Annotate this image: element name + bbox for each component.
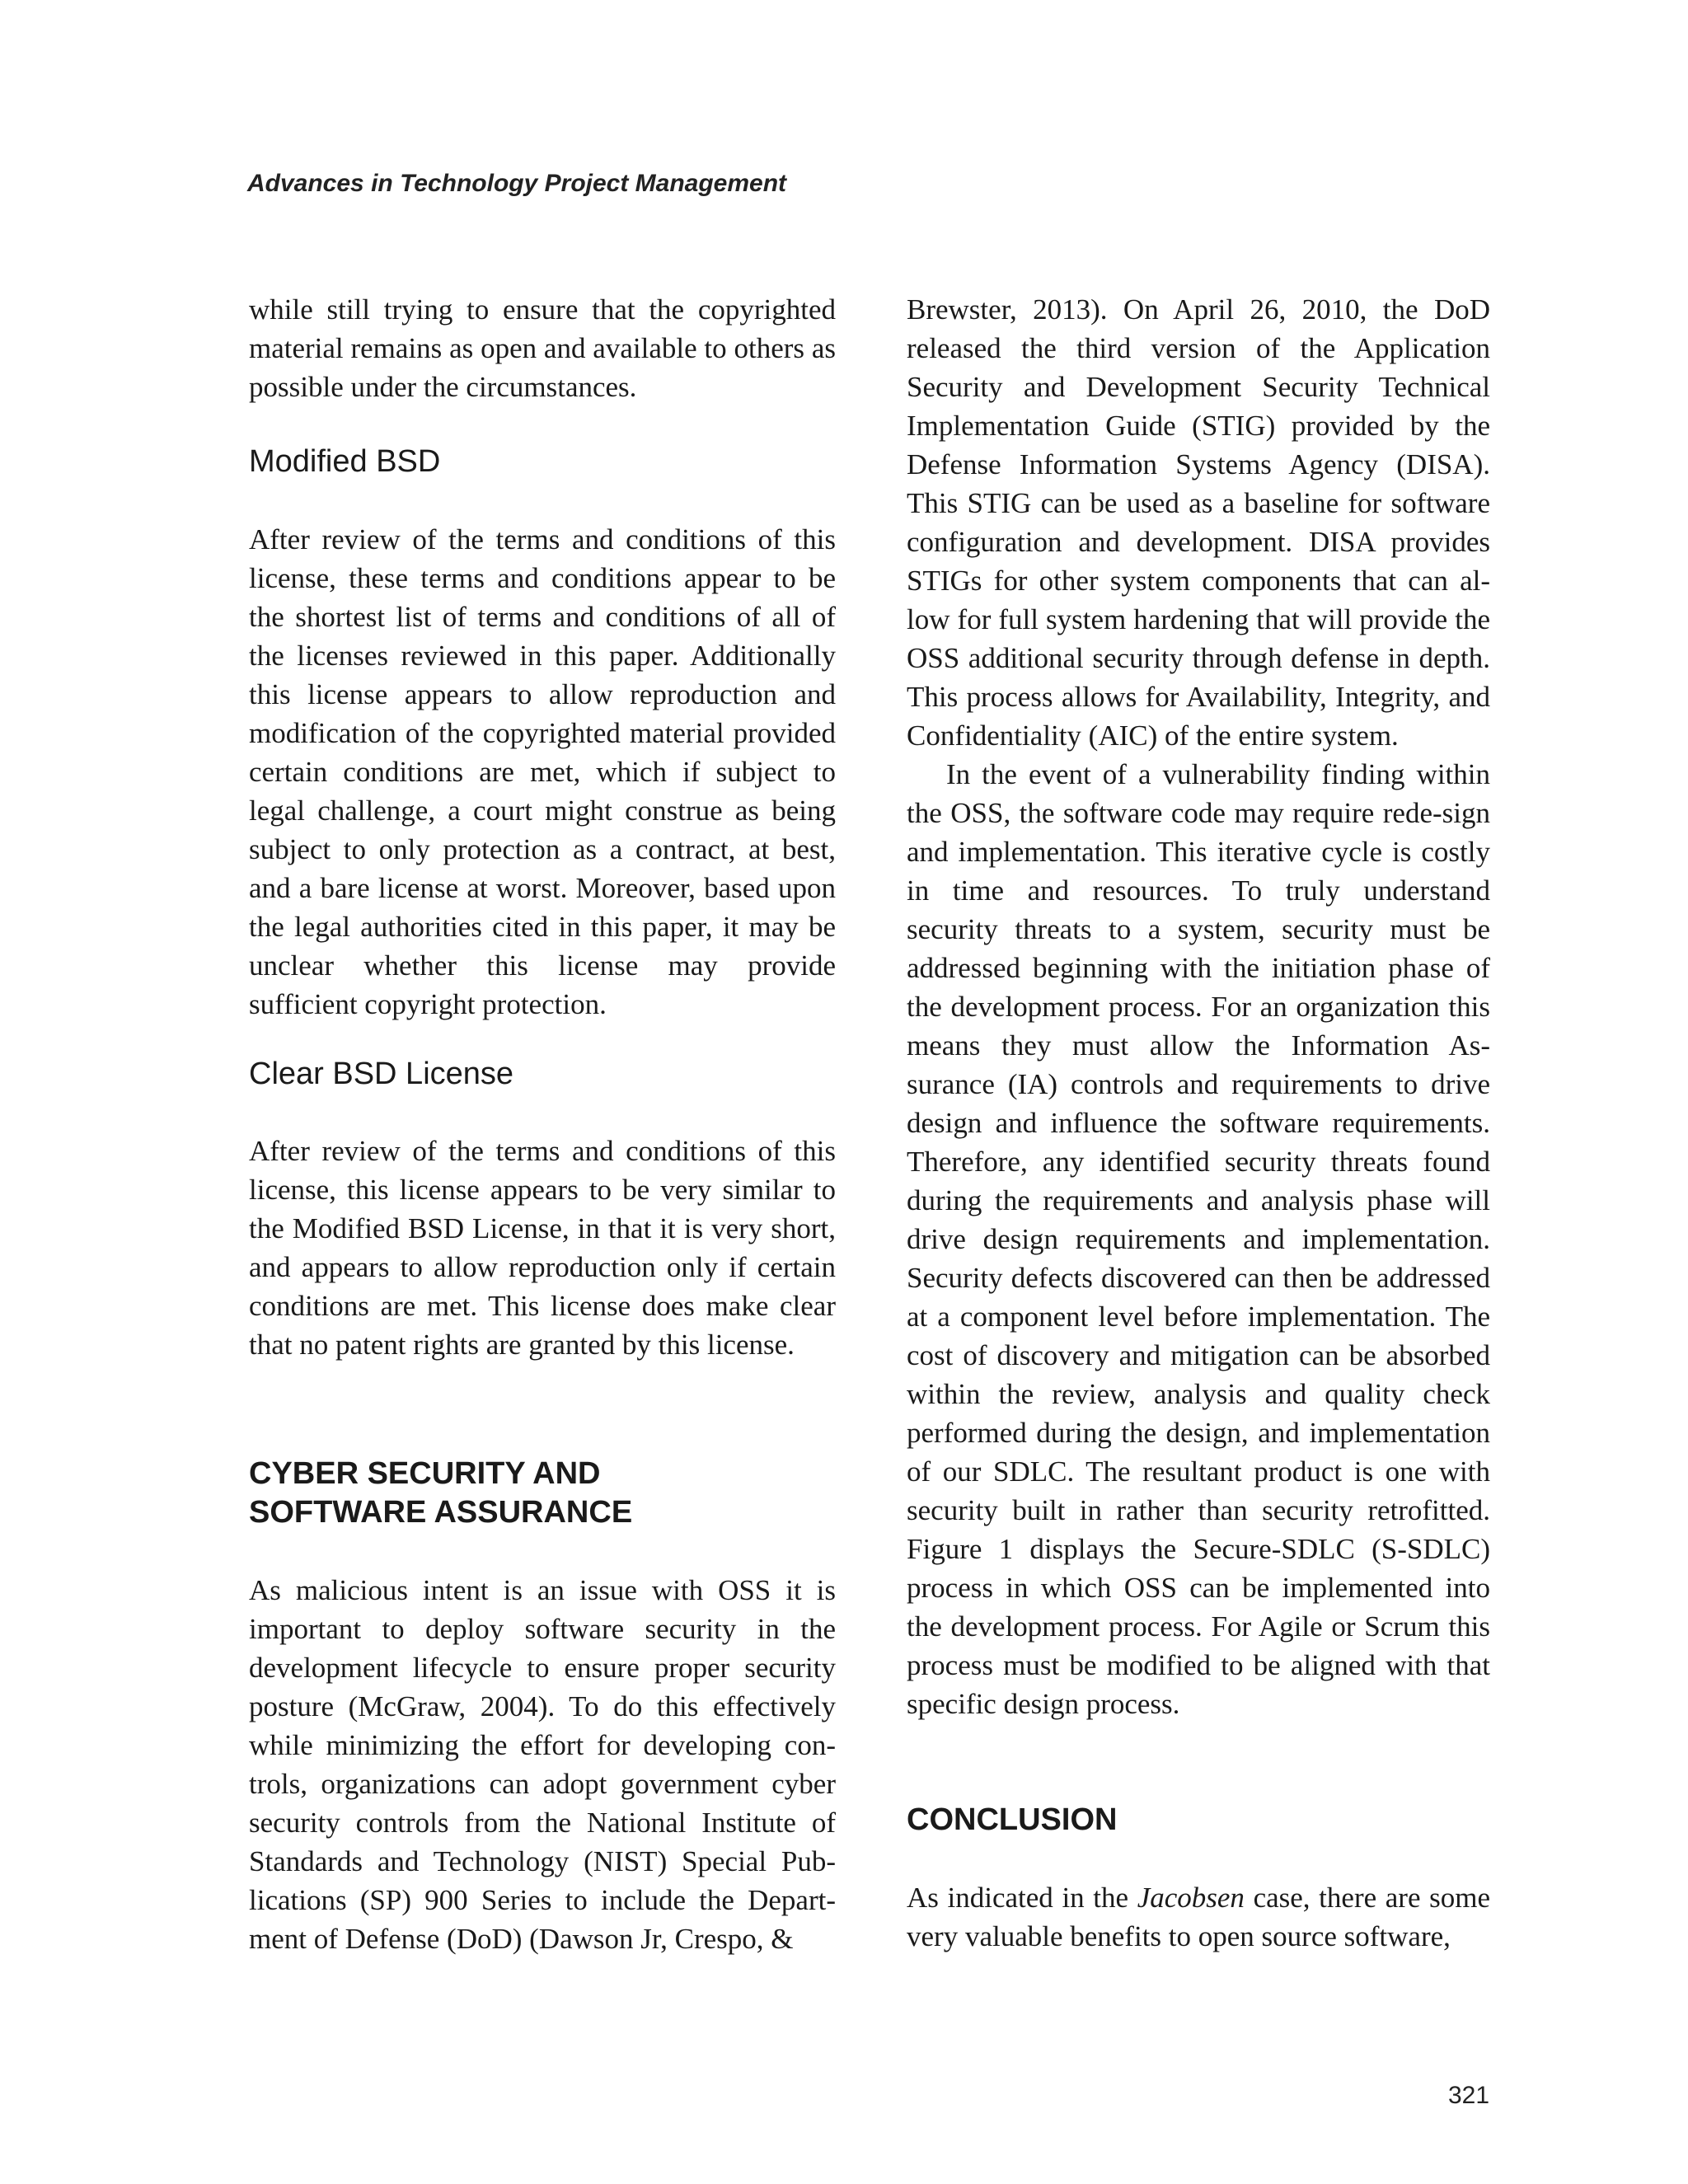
conclusion-text-start: As indicated in the <box>907 1882 1137 1914</box>
paragraph-clear-bsd: After review of the terms and conditions of this license, this license appears to be very similar to the Modified BSD License, in that it is very short, and appears to allow reproduction only if certain conditions are met. This license does make clear that no patent rights are granted by this license. <box>249 1135 836 1361</box>
heading-modified-bsd: Modified BSD <box>249 444 441 479</box>
heading-cyber-line1: CYBER SECURITY AND <box>249 1456 601 1491</box>
paragraph-modified-bsd: After review of the terms and conditions of this license, these terms and conditions appear to be the shortest list of terms and conditions of all of the licenses reviewed in this paper. Additionally this license appears to allow reproduction and modification of the copyrighted material provided certain conditions are met, which if subject to legal challenge, a court might construe as being subject to only protection as a contract, at best, and a bare license at worst. Moreover, based upon the legal authorities cited in this paper, it may be unclear whether this license may provide sufficient copyright protection. <box>249 523 836 1020</box>
paragraph-stig: Brewster, 2013). On April 26, 2010, the DoD released the third version of the Application Security and Development Security Technical Implementation Guide (STIG) provided by the Defense Information Systems Agency (DISA). This STIG can be used as a baseline for software configuration and development. DISA provides STIGs for other system components that can al-low for full system hardening that will provide the OSS additional security through defense in depth. This process allows for Availability, Integrity, and Confidentiality (AIC) of the entire system. <box>907 293 1490 752</box>
paragraph-vulnerability: In the event of a vulnerability finding within the OSS, the software code may require rede-sign and implementation. This iterative cycle is costly in time and resources. To truly understand security threats to a system, security must be addressed beginning with the initiation phase of the development process. For an organization this means they must allow the Information As-surance (IA) controls and requirements to drive design and influence the software requirements. Therefore, any identified security threats found during the requirements and analysis phase will drive design requirements and implementation. Security defects discovered can then be addressed at a component level before implementation. The cost of discovery and mitigation can be absorbed within the review, analysis and quality check performed during the design, and implementation of our SDLC. The resultant product is one with security built in rather than security retrofitted. Figure 1 displays the Secure-SDLC (S-SDLC) process in which OSS can be implemented into the development process. For Agile or Scrum this process must be modified to be aligned with that specific design process. <box>907 758 1490 1720</box>
page-number: 321 <box>1448 2082 1490 2109</box>
left-column <box>249 290 836 1958</box>
heading-conclusion: CONCLUSION <box>907 1802 1118 1837</box>
running-head-title: Advances in Technology Project Management <box>247 170 787 197</box>
paragraph-continuation: while still trying to ensure that the copyrighted material remains as open and available to others as possible under the circumstances. <box>249 293 836 403</box>
heading-clear-bsd: Clear BSD License <box>249 1057 514 1091</box>
paragraph-cyber-security: As malicious intent is an issue with OSS it is important to deploy software security in the development lifecycle to ensure proper security posture (McGraw, 2004). To do this effectively while minimizing the effort for developing con-trols, organizations can adopt government cyber security controls from the National Institute of Standards and Technology (NIST) Special Pub-lications (SP) 900 Series to include the Depart-ment of Defense (DoD) (Dawson Jr, Crespo, & <box>249 1574 836 1955</box>
conclusion-text-end: case, there are some very valuable benefits to open source software, <box>907 1882 1491 1952</box>
paragraph-conclusion <box>907 1878 1490 1956</box>
heading-cyber-security <box>249 1455 836 1532</box>
case-name-italic: Jacobsen <box>1137 1882 1245 1914</box>
heading-cyber-line2: SOFTWARE ASSURANCE <box>249 1495 633 1530</box>
right-column <box>907 290 1490 1956</box>
